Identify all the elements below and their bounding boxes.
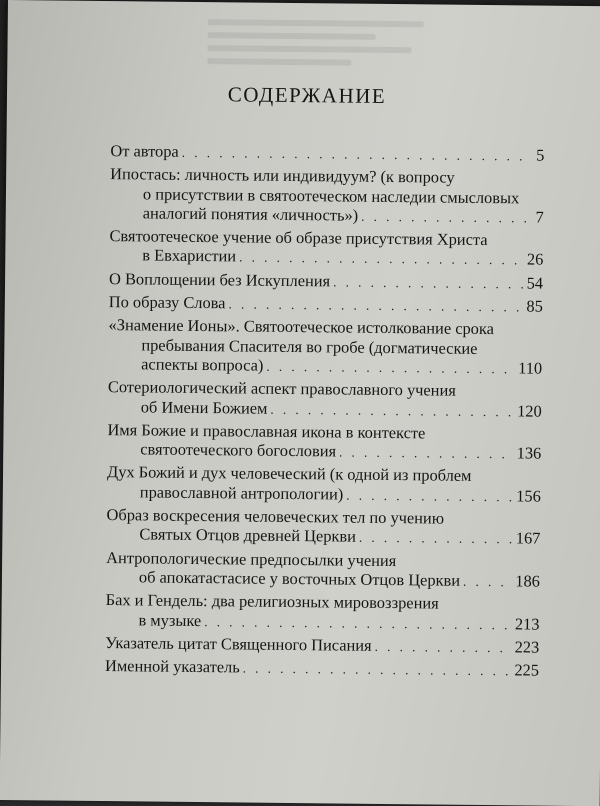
table-of-contents <box>105 141 545 684</box>
dot-leader <box>375 637 512 658</box>
toc-entry <box>106 505 540 549</box>
toc-entry-text: об апокатастасисе у восточных Отцов Церкви <box>138 567 461 590</box>
toc-entry-text: По образу Слова <box>108 292 226 313</box>
toc-entry-text: Антропологические предпосылки учения <box>106 547 397 570</box>
toc-page-number: 223 <box>514 637 540 657</box>
toc-page-number: 85 <box>526 296 543 316</box>
toc-entry <box>110 164 545 227</box>
toc-entry <box>108 377 542 421</box>
toc-entry <box>109 269 543 294</box>
toc-entry <box>106 548 540 592</box>
toc-entry-text: Именной указатель <box>104 656 240 677</box>
bleed-through-text <box>207 12 448 75</box>
toc-entry-line <box>107 439 541 464</box>
toc-entry-text: Имя Божие и православная икона в контексте <box>107 419 426 443</box>
toc-page-number: 7 <box>535 207 544 227</box>
toc-entry <box>107 420 541 464</box>
toc-entry-line <box>105 610 539 635</box>
toc-page-number: 167 <box>515 528 541 548</box>
toc-entry-line <box>108 397 542 422</box>
toc-page-number: 54 <box>526 273 544 293</box>
toc-entry-text: О Воплощении без Искупления <box>108 268 331 291</box>
toc-entry-text: Указатель цитат Священного Писания <box>105 632 372 655</box>
toc-entry <box>107 463 541 507</box>
toc-entry <box>108 315 543 378</box>
dot-leader <box>346 485 513 506</box>
dot-leader <box>339 443 514 464</box>
toc-entry-text: Сотериологический аспект православного учения <box>107 377 456 400</box>
dot-leader <box>333 272 524 293</box>
toc-entry-text: Святоотеческое учение об образе присутствия Христа <box>109 226 488 250</box>
toc-entry-line <box>105 656 539 681</box>
toc-page-number: 26 <box>526 249 544 270</box>
toc-page-number: 186 <box>515 571 541 591</box>
toc-entry-text: об Имени Божием <box>140 396 268 418</box>
toc-entry-text: в Евхаристии <box>142 245 237 266</box>
toc-entry-text: Святых Отцов древней Церкви <box>139 524 357 547</box>
toc-entry-text: Образ воскресения человеческих тел по учению <box>106 505 445 528</box>
toc-entry-text: православной антропологии) <box>139 482 344 504</box>
toc-entry-line <box>109 292 543 317</box>
toc-entry-text: аспекты вопроса) <box>141 354 264 375</box>
toc-page-number: 136 <box>516 443 542 463</box>
toc-entry-text: «Знамение Ионы». Святоотеческое истолкование срока <box>108 315 495 339</box>
toc-entry <box>105 590 539 634</box>
toc-entry-text: пребывания Спасителя во гробе (догматические <box>141 335 478 358</box>
dot-leader <box>463 572 513 592</box>
toc-entry-text: Дух Божий и дух человеческий (к одной из проблем <box>106 462 472 486</box>
dot-leader <box>204 612 512 635</box>
toc-entry <box>110 141 544 166</box>
toc-entry-text: Бах и Гендель: два религиозных мировоззрения <box>105 590 439 613</box>
toc-entry <box>105 656 539 681</box>
toc-entry-line <box>110 141 544 166</box>
toc-entry <box>105 633 539 658</box>
toc-entry-line <box>106 524 540 549</box>
dot-leader <box>182 143 528 166</box>
toc-entry <box>109 292 543 317</box>
toc-page-number: 156 <box>516 486 541 506</box>
dot-leader <box>361 207 527 228</box>
toc-entry-line <box>109 269 543 294</box>
toc-entry-text: о присутствии в святоотеческом наследии смысловых <box>142 184 520 207</box>
toc-page-number: 225 <box>514 660 540 680</box>
toc-entry-text: Ипостась: личность или индивидуум? (к вопросу <box>110 164 455 187</box>
dot-leader <box>266 357 515 379</box>
toc-entry <box>109 226 543 270</box>
toc-entry-line <box>107 482 541 507</box>
toc-page-number: 120 <box>517 400 542 421</box>
toc-entry-text: аналогий понятия «личность») <box>142 203 359 225</box>
toc-entry-line <box>106 567 540 592</box>
toc-page-number: 213 <box>514 613 540 634</box>
dot-leader <box>228 294 523 316</box>
toc-page-number: 110 <box>518 358 543 378</box>
toc-entry-line <box>105 633 539 658</box>
dot-leader <box>243 659 512 681</box>
toc-entry-text: От автора <box>110 141 179 161</box>
dot-leader <box>270 399 514 421</box>
toc-entry-text: в музыке <box>138 609 202 630</box>
page-title: СОДЕРЖАНИЕ <box>227 82 387 108</box>
toc-page-number: 5 <box>536 145 545 165</box>
dot-leader <box>359 528 513 549</box>
toc-entry-text: святоотеческого богословия <box>140 439 337 461</box>
dot-leader <box>239 248 524 270</box>
